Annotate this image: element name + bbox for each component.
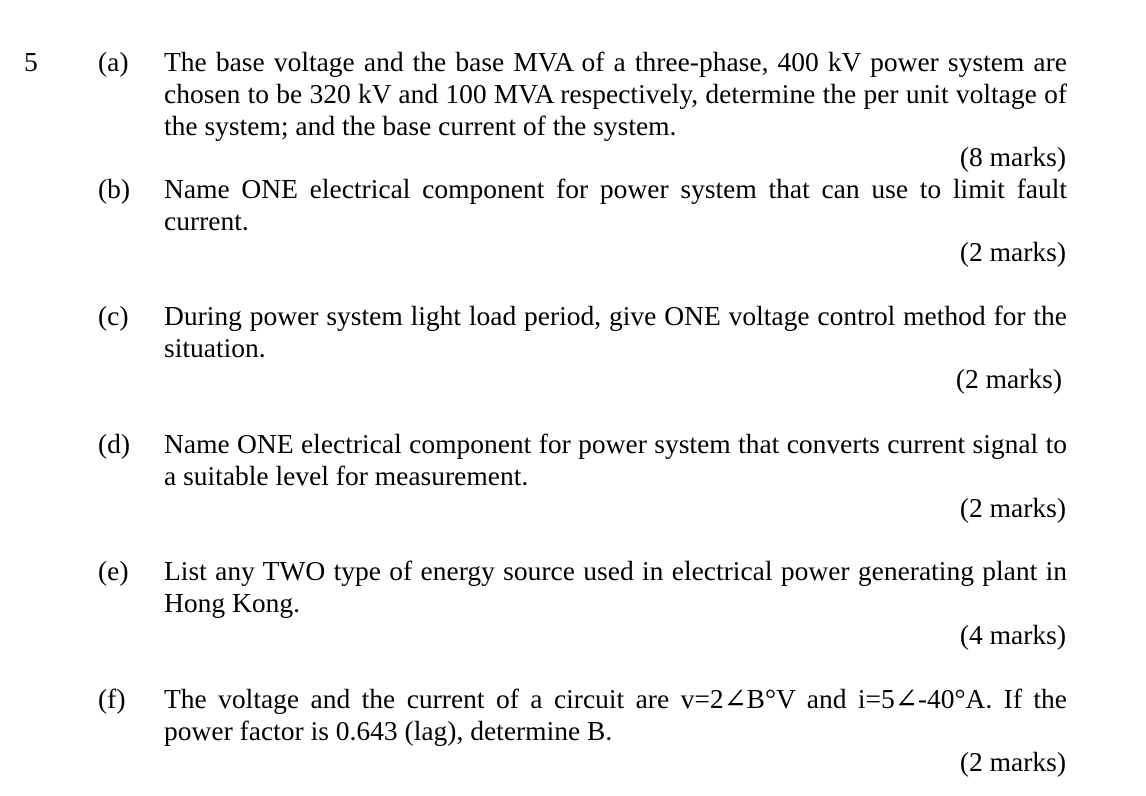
question-number: 5 — [24, 46, 38, 77]
part-label: (e) — [98, 555, 129, 586]
marks-label: (8 marks) — [959, 141, 1066, 172]
part-text: The base voltage and the base MVA of a three-phase, 400 kV power system are chosen to be 320 kV and 100 MVA respectively, determine the per unit voltage of the system; and the base current of the system. — [164, 46, 1067, 141]
marks-label: (4 marks) — [959, 619, 1066, 650]
part-text: During power system light load period, give ONE voltage control method for the situation. — [164, 300, 1067, 363]
part-text: Name ONE electrical component for power system that converts current signal to a suitable level for measurement. — [164, 428, 1067, 491]
marks-label: (2 marks) — [959, 492, 1066, 523]
part-label: (d) — [98, 428, 131, 459]
part-label: (f) — [98, 683, 126, 714]
marks-label: (2 marks) — [959, 236, 1066, 267]
part-text: List any TWO type of energy source used in electrical power generating plant in Hong Kong. — [164, 555, 1067, 618]
marks-label: (2 marks) — [955, 363, 1062, 394]
part-label: (b) — [98, 173, 131, 204]
part-text: Name ONE electrical component for power system that can use to limit fault current. — [164, 173, 1067, 236]
part-text: The voltage and the current of a circuit are v=2∠B°V and i=5∠-40°A. If the power factor is 0.643 (lag), determine B. — [164, 683, 1067, 746]
marks-label: (2 marks) — [959, 746, 1066, 777]
part-label: (a) — [98, 46, 129, 77]
part-label: (c) — [98, 300, 129, 331]
